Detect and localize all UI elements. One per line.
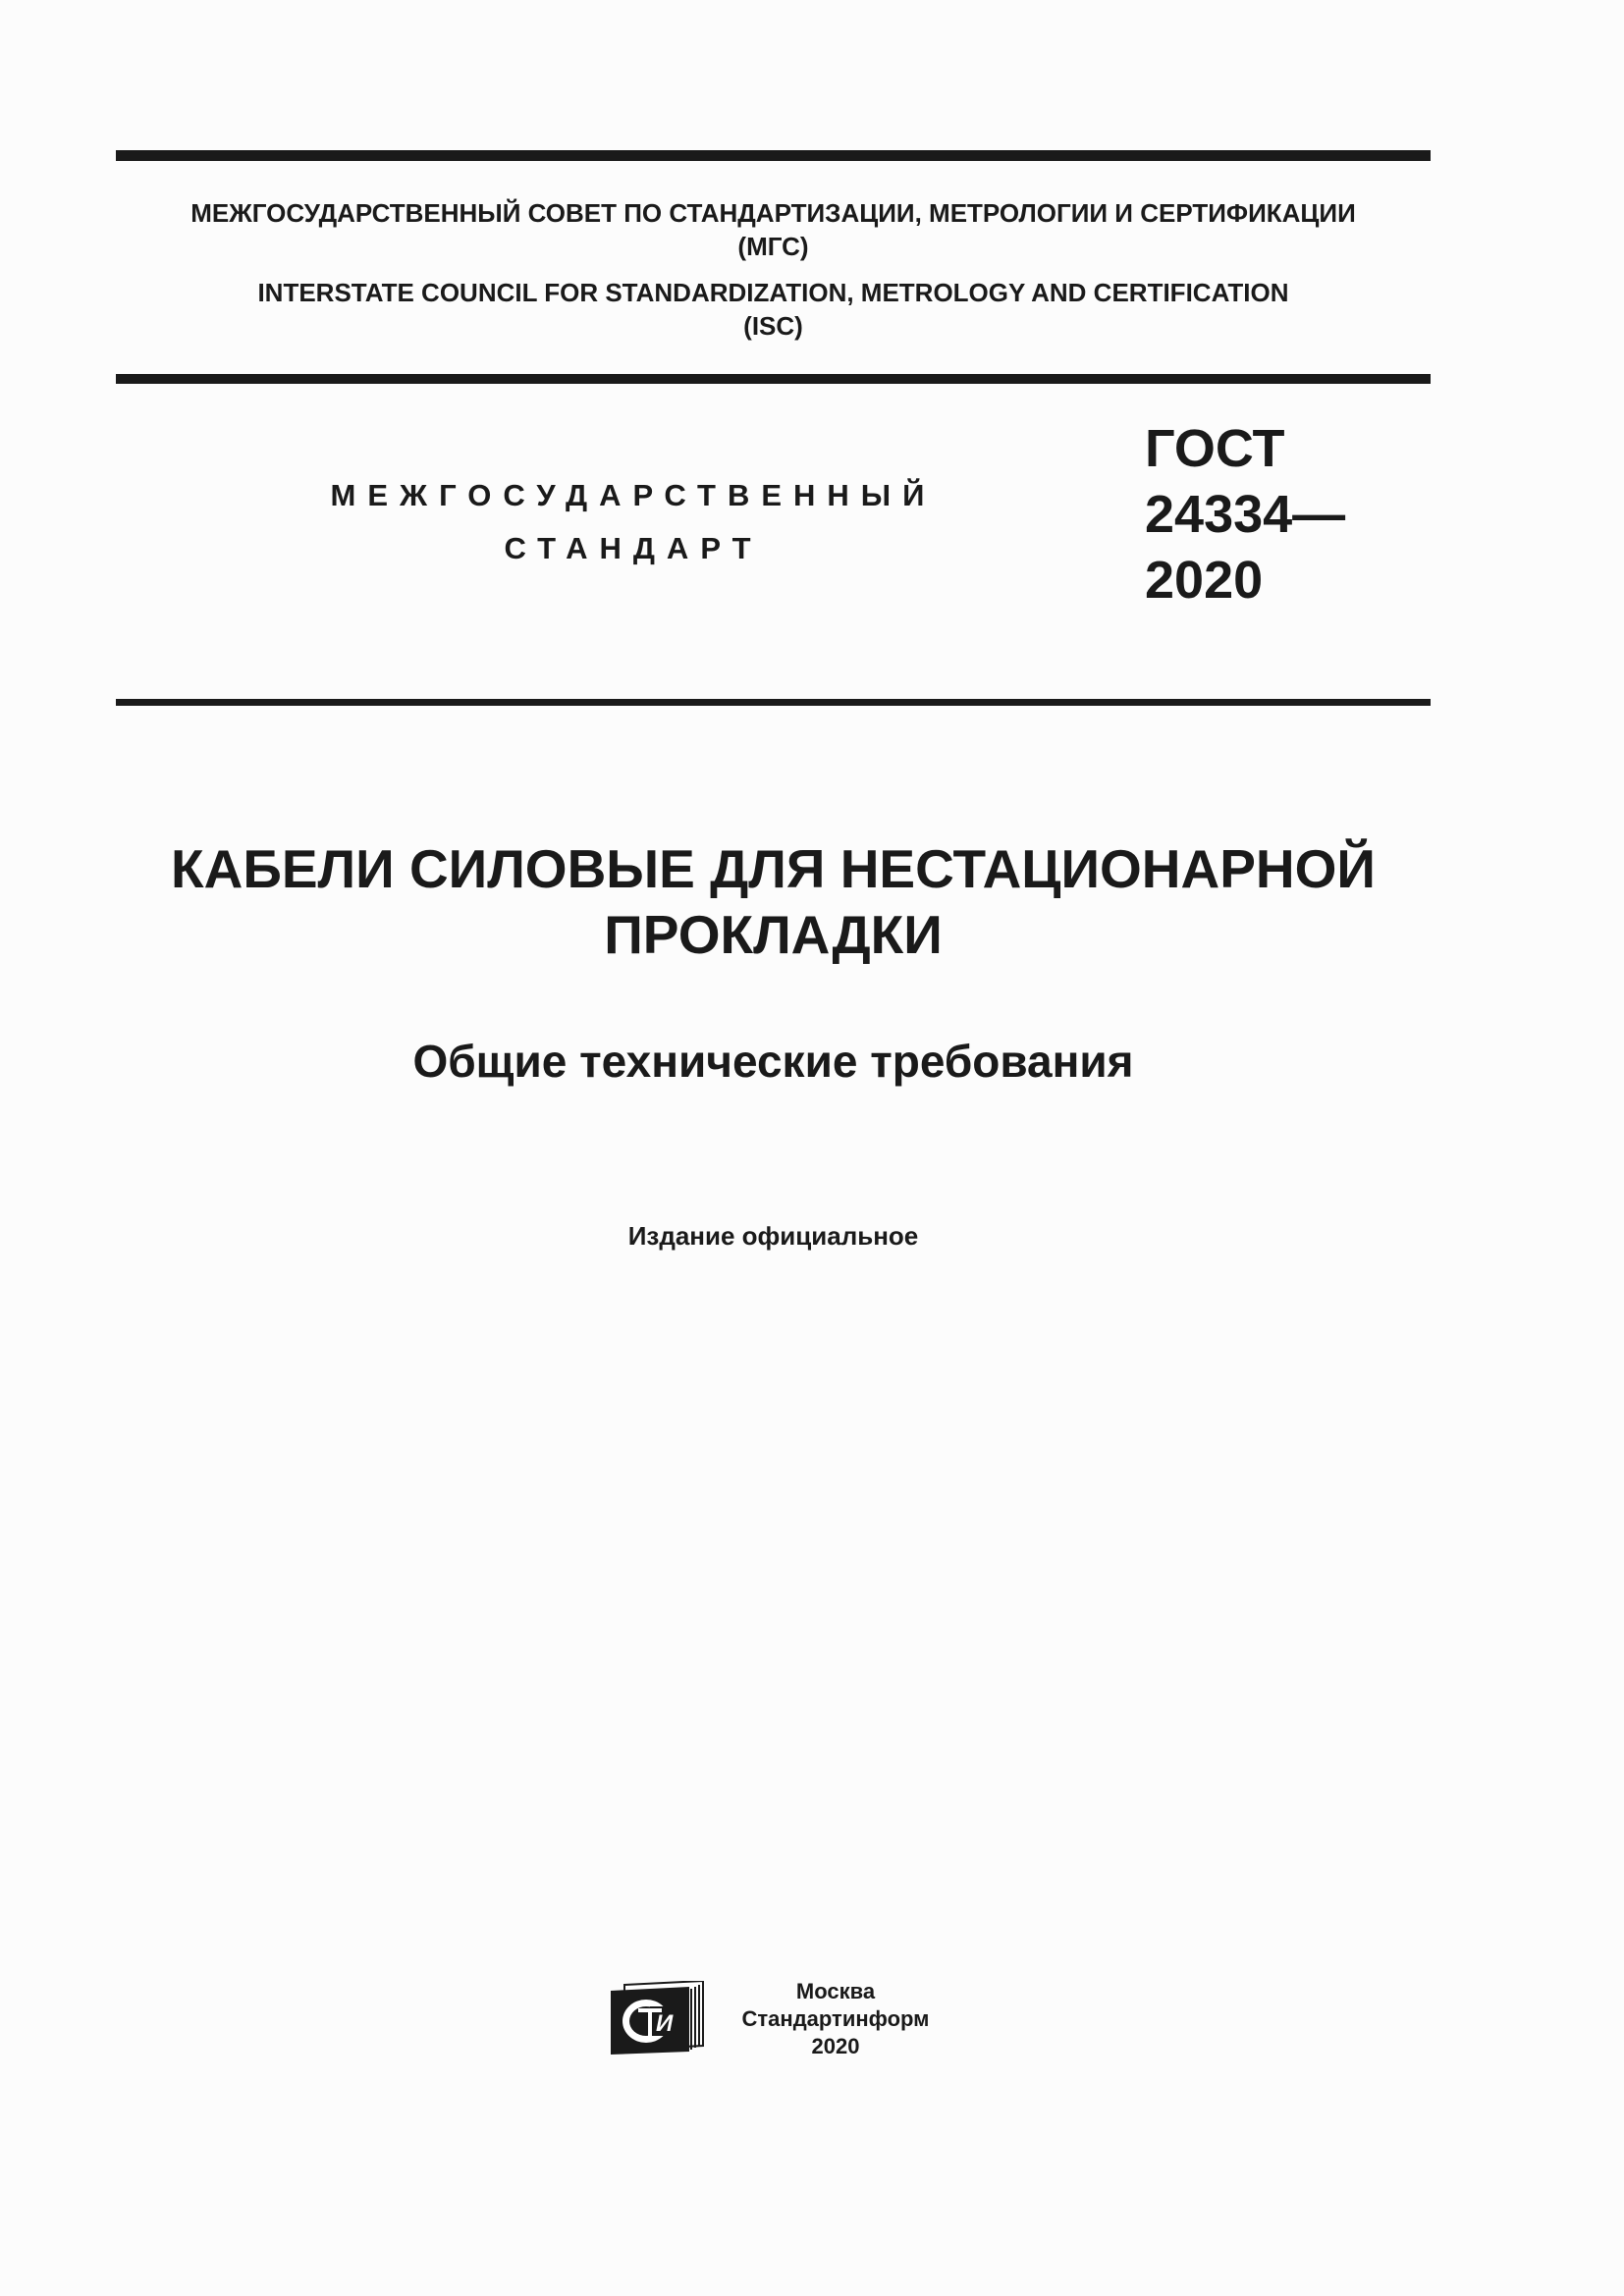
council-abbr-en: (ISC) bbox=[743, 311, 803, 341]
gost-year: 2020 bbox=[1145, 551, 1264, 610]
gost-label: ГОСТ bbox=[1145, 419, 1285, 478]
council-abbr-ru: (МГС) bbox=[737, 232, 809, 261]
edition-note: Издание официальное bbox=[627, 1221, 919, 1251]
standard-kind-line2: СТАНДАРТ bbox=[504, 531, 763, 565]
council-name-ru bbox=[116, 196, 1431, 263]
imprint-year: 2020 bbox=[811, 2034, 860, 2058]
standard-kind-line1: МЕЖГОСУДАРСТВЕННЫЙ bbox=[330, 478, 937, 512]
imprint-publisher: Стандартинформ bbox=[741, 2006, 930, 2031]
council-name-en-line: INTERSTATE COUNCIL FOR STANDARDIZATION, METROLOGY AND CERTIFICATION bbox=[257, 278, 1289, 307]
gost-number: 24334— bbox=[1145, 485, 1346, 544]
standartinform-logo-icon bbox=[611, 1981, 705, 2055]
document-subtitle: Общие технические требования bbox=[412, 1036, 1134, 1087]
imprint bbox=[727, 1978, 945, 2060]
top-rule bbox=[116, 150, 1431, 161]
council-rule bbox=[116, 374, 1431, 384]
document-title-line2: ПРОКЛАДКИ bbox=[604, 904, 943, 965]
council-name-en bbox=[116, 276, 1431, 343]
gost-designation bbox=[1145, 416, 1345, 614]
standard-kind bbox=[324, 469, 943, 575]
imprint-city: Москва bbox=[795, 1979, 876, 2003]
council-name-ru-line: МЕЖГОСУДАРСТВЕННЫЙ СОВЕТ ПО СТАНДАРТИЗАЦИИ, МЕТРОЛОГИИ И СЕРТИФИКАЦИИ bbox=[190, 198, 1356, 228]
document-title-line1: КАБЕЛИ СИЛОВЫЕ ДЛЯ НЕСТАЦИОНАРНОЙ bbox=[171, 838, 1376, 899]
document-title bbox=[116, 836, 1431, 968]
header-bottom-rule bbox=[116, 699, 1431, 706]
svg-text:И: И bbox=[656, 2010, 674, 2037]
